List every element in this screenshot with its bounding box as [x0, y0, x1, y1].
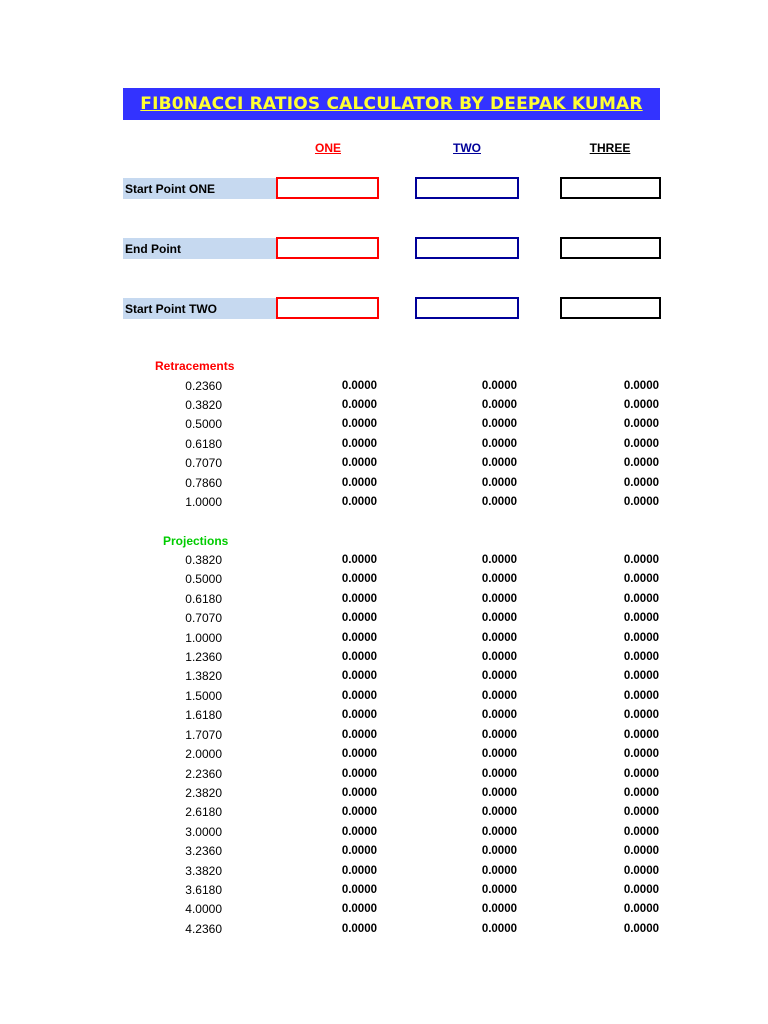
- ratio-label: 0.3820: [185, 398, 222, 412]
- value-two: 0.0000: [481, 787, 517, 799]
- value-one: 0.0000: [341, 418, 377, 430]
- value-one: 0.0000: [341, 806, 377, 818]
- table-row: [0, 570, 768, 589]
- ratio-label: 1.2360: [185, 650, 222, 664]
- end-point-input-three[interactable]: [560, 237, 661, 259]
- table-row: [0, 551, 768, 570]
- value-one: 0.0000: [341, 399, 377, 411]
- table-row: [0, 377, 768, 396]
- table-row: [0, 687, 768, 706]
- value-three: 0.0000: [623, 573, 659, 585]
- value-three: 0.0000: [623, 690, 659, 702]
- title-banner: [123, 88, 660, 120]
- value-three: 0.0000: [623, 826, 659, 838]
- table-row: [0, 784, 768, 803]
- value-one: 0.0000: [341, 923, 377, 935]
- value-three: 0.0000: [623, 418, 659, 430]
- projections-title: Projections: [163, 534, 229, 548]
- ratio-label: 0.6180: [185, 437, 222, 451]
- value-three: 0.0000: [623, 651, 659, 663]
- ratio-label: 1.5000: [185, 689, 222, 703]
- table-row: [0, 590, 768, 609]
- value-one: 0.0000: [341, 845, 377, 857]
- value-three: 0.0000: [623, 903, 659, 915]
- ratio-label: 0.5000: [185, 572, 222, 586]
- ratio-label: 0.2360: [185, 379, 222, 393]
- value-three: 0.0000: [623, 670, 659, 682]
- ratio-label: 3.3820: [185, 864, 222, 878]
- value-one: 0.0000: [341, 573, 377, 585]
- ratio-label: 0.6180: [185, 592, 222, 606]
- value-three: 0.0000: [623, 709, 659, 721]
- value-two: 0.0000: [481, 418, 517, 430]
- value-one: 0.0000: [341, 729, 377, 741]
- table-row: [0, 435, 768, 454]
- value-one: 0.0000: [341, 496, 377, 508]
- value-two: 0.0000: [481, 884, 517, 896]
- value-three: 0.0000: [623, 380, 659, 392]
- value-three: 0.0000: [623, 477, 659, 489]
- retracements-title: Retracements: [155, 359, 235, 373]
- value-two: 0.0000: [481, 768, 517, 780]
- table-row: [0, 803, 768, 822]
- value-two: 0.0000: [481, 496, 517, 508]
- value-two: 0.0000: [481, 690, 517, 702]
- start-point-two-label: Start Point TWO: [123, 298, 277, 319]
- value-three: 0.0000: [623, 865, 659, 877]
- value-one: 0.0000: [341, 865, 377, 877]
- value-one: 0.0000: [341, 787, 377, 799]
- ratio-label: 0.7070: [185, 611, 222, 625]
- value-three: 0.0000: [623, 768, 659, 780]
- ratio-label: 2.2360: [185, 767, 222, 781]
- value-one: 0.0000: [341, 632, 377, 644]
- value-three: 0.0000: [623, 554, 659, 566]
- ratio-label: 0.7860: [185, 476, 222, 490]
- value-one: 0.0000: [341, 380, 377, 392]
- value-one: 0.0000: [341, 884, 377, 896]
- end-point-input-one[interactable]: [276, 237, 379, 259]
- column-header-one: ONE: [314, 141, 341, 155]
- value-two: 0.0000: [481, 670, 517, 682]
- start-point-one-input-two[interactable]: [415, 177, 519, 199]
- table-row: [0, 648, 768, 667]
- table-row: [0, 726, 768, 745]
- ratio-label: 2.6180: [185, 805, 222, 819]
- end-point-input-two[interactable]: [415, 237, 519, 259]
- table-row: [0, 609, 768, 628]
- table-row: [0, 745, 768, 764]
- start-point-one-input-three[interactable]: [560, 177, 661, 199]
- value-one: 0.0000: [341, 593, 377, 605]
- value-three: 0.0000: [623, 496, 659, 508]
- value-two: 0.0000: [481, 845, 517, 857]
- value-one: 0.0000: [341, 709, 377, 721]
- start-point-two-input-two[interactable]: [415, 297, 519, 319]
- value-two: 0.0000: [481, 826, 517, 838]
- ratio-label: 1.0000: [185, 495, 222, 509]
- value-one: 0.0000: [341, 457, 377, 469]
- value-two: 0.0000: [481, 806, 517, 818]
- table-row: [0, 493, 768, 512]
- table-row: [0, 881, 768, 900]
- ratio-label: 4.0000: [185, 902, 222, 916]
- end-point-label: End Point: [123, 238, 277, 259]
- table-row: [0, 823, 768, 842]
- value-three: 0.0000: [623, 806, 659, 818]
- value-two: 0.0000: [481, 573, 517, 585]
- value-three: 0.0000: [623, 612, 659, 624]
- value-one: 0.0000: [341, 477, 377, 489]
- table-row: [0, 920, 768, 939]
- ratio-label: 0.7070: [185, 456, 222, 470]
- ratio-label: 0.3820: [185, 553, 222, 567]
- value-two: 0.0000: [481, 709, 517, 721]
- ratio-label: 2.0000: [185, 747, 222, 761]
- value-two: 0.0000: [481, 612, 517, 624]
- value-three: 0.0000: [623, 787, 659, 799]
- value-two: 0.0000: [481, 903, 517, 915]
- value-two: 0.0000: [481, 457, 517, 469]
- table-row: [0, 900, 768, 919]
- value-three: 0.0000: [623, 845, 659, 857]
- value-two: 0.0000: [481, 748, 517, 760]
- start-point-one-input-one[interactable]: [276, 177, 379, 199]
- table-row: [0, 706, 768, 725]
- value-three: 0.0000: [623, 438, 659, 450]
- value-two: 0.0000: [481, 399, 517, 411]
- ratio-label: 3.2360: [185, 844, 222, 858]
- value-one: 0.0000: [341, 670, 377, 682]
- value-three: 0.0000: [623, 884, 659, 896]
- value-three: 0.0000: [623, 632, 659, 644]
- table-row: [0, 415, 768, 434]
- column-header-three: THREE: [589, 141, 631, 155]
- table-row: [0, 474, 768, 493]
- value-one: 0.0000: [341, 612, 377, 624]
- value-three: 0.0000: [623, 457, 659, 469]
- value-one: 0.0000: [341, 768, 377, 780]
- value-one: 0.0000: [341, 690, 377, 702]
- value-two: 0.0000: [481, 438, 517, 450]
- table-row: [0, 765, 768, 784]
- value-one: 0.0000: [341, 748, 377, 760]
- value-one: 0.0000: [341, 826, 377, 838]
- value-one: 0.0000: [341, 554, 377, 566]
- table-row: [0, 454, 768, 473]
- column-header-two: TWO: [453, 141, 481, 155]
- value-two: 0.0000: [481, 593, 517, 605]
- table-row: [0, 629, 768, 648]
- ratio-label: 0.5000: [185, 417, 222, 431]
- start-point-two-input-one[interactable]: [276, 297, 379, 319]
- ratio-label: 1.7070: [185, 728, 222, 742]
- table-row: [0, 667, 768, 686]
- value-one: 0.0000: [341, 651, 377, 663]
- ratio-label: 2.3820: [185, 786, 222, 800]
- value-two: 0.0000: [481, 651, 517, 663]
- ratio-label: 4.2360: [185, 922, 222, 936]
- table-row: [0, 396, 768, 415]
- value-two: 0.0000: [481, 923, 517, 935]
- ratio-label: 1.6180: [185, 708, 222, 722]
- table-row: [0, 862, 768, 881]
- value-two: 0.0000: [481, 477, 517, 489]
- ratio-label: 3.6180: [185, 883, 222, 897]
- value-two: 0.0000: [481, 865, 517, 877]
- value-three: 0.0000: [623, 399, 659, 411]
- value-three: 0.0000: [623, 593, 659, 605]
- value-one: 0.0000: [341, 903, 377, 915]
- value-two: 0.0000: [481, 632, 517, 644]
- start-point-one-label: Start Point ONE: [123, 178, 277, 199]
- ratio-label: 3.0000: [185, 825, 222, 839]
- value-one: 0.0000: [341, 438, 377, 450]
- start-point-two-input-three[interactable]: [560, 297, 661, 319]
- ratio-label: 1.0000: [185, 631, 222, 645]
- value-three: 0.0000: [623, 923, 659, 935]
- ratio-label: 1.3820: [185, 669, 222, 683]
- value-three: 0.0000: [623, 748, 659, 760]
- table-row: [0, 842, 768, 861]
- page-title: FIB0NACCI RATIOS CALCULATOR BY DEEPAK KUMAR: [140, 94, 643, 114]
- value-two: 0.0000: [481, 554, 517, 566]
- value-three: 0.0000: [623, 729, 659, 741]
- value-two: 0.0000: [481, 729, 517, 741]
- value-two: 0.0000: [481, 380, 517, 392]
